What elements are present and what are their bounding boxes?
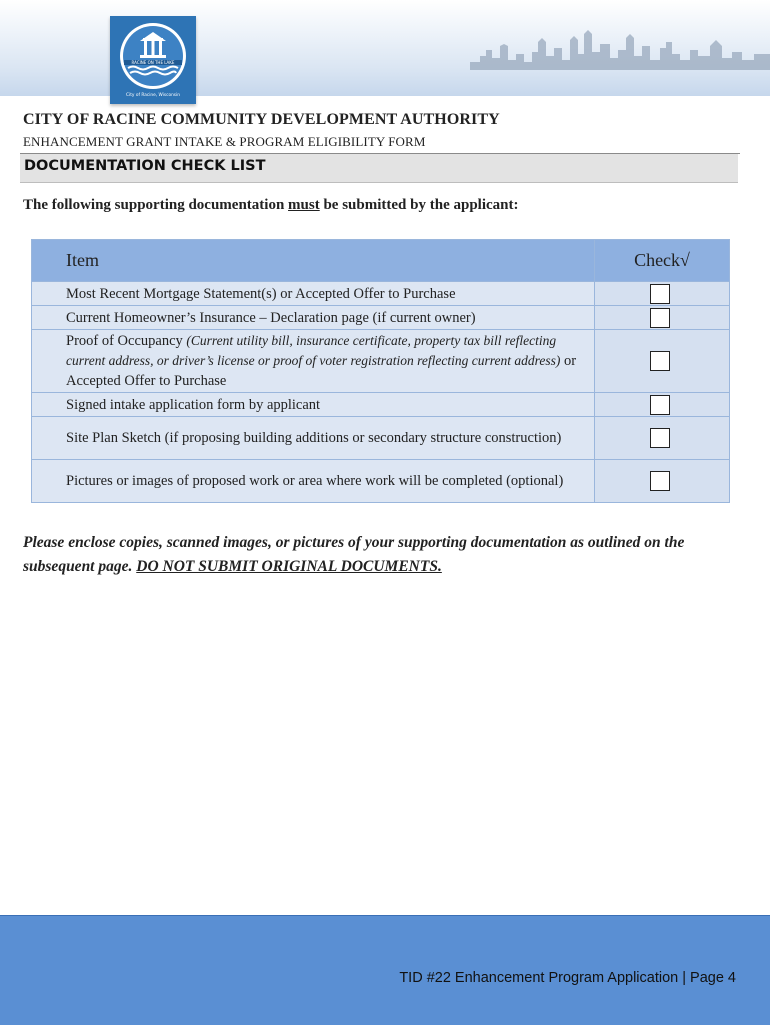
intro-text	[23, 197, 519, 214]
row-item-after: or Accepted Offer to Purchase	[66, 353, 577, 389]
row-item-italic: (Current utility bill, insurance certificate, property tax bill reflecting current address, or driver’s license or proof of voter registration reflecting current address)	[66, 333, 561, 368]
section-header	[20, 154, 738, 183]
documentation-checklist-table	[31, 239, 730, 503]
org-title: CITY OF RACINE COMMUNITY DEVELOPMENT AUTHORITY	[23, 111, 500, 128]
row-check-cell	[595, 306, 730, 330]
intro-after: be submitted by the applicant:	[319, 197, 519, 213]
checkbox[interactable]	[650, 351, 670, 371]
logo-text-bottom: City of Racine, Wisconsin	[126, 93, 180, 98]
row-item-text: Site Plan Sketch (if proposing building additions or secondary structure construction)	[32, 417, 595, 460]
table-row	[32, 306, 730, 330]
checkbox[interactable]	[650, 395, 670, 415]
form-title: ENHANCEMENT GRANT INTAKE & PROGRAM ELIGIBILITY FORM	[23, 134, 426, 149]
checkbox[interactable]	[650, 284, 670, 304]
row-item-text: Pictures or images of proposed work or area where work will be completed (optional)	[32, 460, 595, 503]
row-item-main: Proof of Occupancy	[66, 333, 187, 349]
table-header-row	[32, 240, 730, 282]
table-row	[32, 393, 730, 417]
row-check-cell	[595, 282, 730, 306]
note-text: Please enclose copies, scanned images, or pictures of your supporting documentation as outlined on the subsequent page.	[23, 534, 685, 575]
check-header-label: Check	[634, 250, 681, 270]
city-skyline-graphic	[470, 26, 770, 70]
instruction-note	[23, 531, 723, 579]
city-logo	[110, 16, 196, 104]
checkbox[interactable]	[650, 308, 670, 328]
page-footer	[0, 915, 770, 1025]
row-check-cell	[595, 393, 730, 417]
checkbox[interactable]	[650, 471, 670, 491]
section-title: DOCUMENTATION CHECK LIST	[24, 158, 266, 174]
checkbox[interactable]	[650, 428, 670, 448]
table-row	[32, 330, 730, 393]
row-item-text: Signed intake application form by applicant	[32, 393, 595, 417]
footer-text: TID #22 Enhancement Program Application | Page 4	[399, 970, 736, 986]
note-warning: DO NOT SUBMIT ORIGINAL DOCUMENTS.	[136, 558, 442, 575]
row-item-text	[32, 330, 595, 393]
row-check-cell	[595, 460, 730, 503]
row-item-text: Most Recent Mortgage Statement(s) or Accepted Offer to Purchase	[32, 282, 595, 306]
row-check-cell	[595, 417, 730, 460]
table-row	[32, 460, 730, 503]
column-header-item: Item	[32, 240, 595, 282]
column-header-check	[595, 240, 730, 282]
table-row	[32, 282, 730, 306]
logo-text-top: RACINE ON THE LAKE	[131, 60, 175, 65]
row-check-cell	[595, 330, 730, 393]
row-item-text: Current Homeowner’s Insurance – Declaration page (if current owner)	[32, 306, 595, 330]
intro-emphasis: must	[288, 197, 320, 213]
intro-before: The following supporting documentation	[23, 197, 289, 213]
header-band	[0, 0, 770, 96]
table-row	[32, 417, 730, 460]
check-mark-icon: √	[680, 250, 690, 270]
